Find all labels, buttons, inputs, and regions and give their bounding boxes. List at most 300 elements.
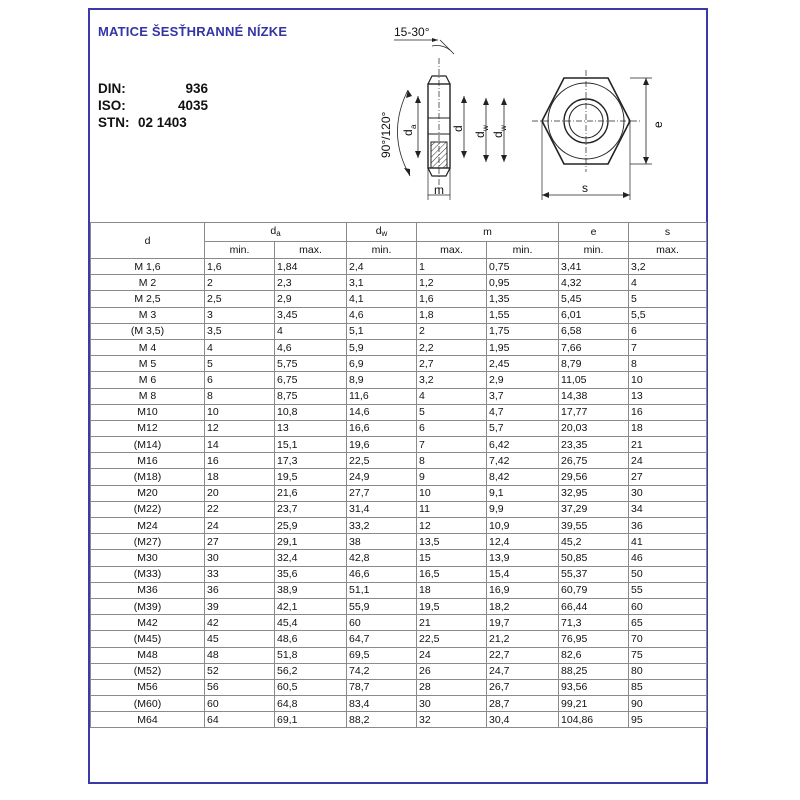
dim-da-label [401,124,418,136]
table-cell: 3,1 [347,275,417,291]
table-row [91,582,707,598]
table-cell: 51,8 [275,647,347,663]
cell-thread-size: M 5 [91,356,205,372]
table-cell: 5 [205,356,275,372]
table-cell: 25,9 [275,518,347,534]
cell-thread-size: M16 [91,453,205,469]
table-row [91,469,707,485]
table-cell: 51,1 [347,582,417,598]
table-cell: 1 [417,259,487,275]
table-cell: 64,8 [275,696,347,712]
table-cell: 71,3 [559,615,629,631]
table-cell: 11,6 [347,388,417,404]
table-cell: 6,9 [347,356,417,372]
table-cell: 16 [205,453,275,469]
table-cell: 56 [205,679,275,695]
hex-nut-drawing [372,18,702,208]
table-cell: 20,03 [559,420,629,436]
table-cell: 8 [205,388,275,404]
svg-text:d: d [401,129,415,136]
table-cell: 21 [417,615,487,631]
table-cell: 88,25 [559,663,629,679]
table-cell: 26 [417,663,487,679]
table-row [91,631,707,647]
cell-thread-size: (M27) [91,534,205,550]
table-cell: 23,35 [559,437,629,453]
cell-thread-size: M36 [91,582,205,598]
table-cell: 1,8 [417,307,487,323]
table-cell: 60 [629,598,707,614]
table-cell: 3,45 [275,307,347,323]
cell-thread-size: M 6 [91,372,205,388]
table-cell: 33 [205,566,275,582]
page-title: MATICE ŠESŤHRANNÉ NÍZKE [98,24,288,39]
table-row [91,453,707,469]
table-cell: 42,1 [275,598,347,614]
table-cell: 69,5 [347,647,417,663]
table-cell: 5 [629,291,707,307]
table-cell: 19,5 [417,598,487,614]
table-cell: 7 [417,437,487,453]
table-cell: 95 [629,712,707,728]
cell-thread-size: M 8 [91,388,205,404]
table-row [91,339,707,355]
standard-stn [98,114,208,131]
table-cell: 8 [417,453,487,469]
table-cell: 5,75 [275,356,347,372]
table-cell: 78,7 [347,679,417,695]
table-row [91,388,707,404]
table-cell: 55 [629,582,707,598]
table-row [91,518,707,534]
table-cell: 10,8 [275,404,347,420]
col-m-max: max. [417,242,487,259]
table-row [91,501,707,517]
cell-thread-size: M56 [91,679,205,695]
table-cell: 1,84 [275,259,347,275]
table-cell: 6 [417,420,487,436]
table-cell: 0,95 [487,275,559,291]
table-row [91,259,707,275]
table-cell: 4,7 [487,404,559,420]
table-cell: 2,5 [205,291,275,307]
col-da: da [205,223,347,242]
table-cell: 2,7 [417,356,487,372]
table-cell: 15,4 [487,566,559,582]
standard-value: 936 [185,81,208,96]
table-cell: 93,56 [559,679,629,695]
table-cell: 19,6 [347,437,417,453]
dimension-table [90,222,707,728]
table-row [91,291,707,307]
cell-thread-size: (M22) [91,501,205,517]
cell-thread-size: (M60) [91,696,205,712]
table-row [91,663,707,679]
col-e: e [559,223,629,242]
table-cell: 21,6 [275,485,347,501]
table-row [91,647,707,663]
table-cell: 60,5 [275,679,347,695]
table-cell: 3,41 [559,259,629,275]
table-cell: 2 [205,275,275,291]
table-cell: 1,95 [487,339,559,355]
table-cell: 55,37 [559,566,629,582]
table-cell: 10 [629,372,707,388]
table-cell: 9,1 [487,485,559,501]
standard-din [98,80,208,97]
table-cell: 6 [205,372,275,388]
table-cell: 16,5 [417,566,487,582]
table-cell: 99,21 [559,696,629,712]
table-cell: 32,4 [275,550,347,566]
table-cell: 22 [205,501,275,517]
table-cell: 24 [205,518,275,534]
col-da-max: max. [275,242,347,259]
table-cell: 48,6 [275,631,347,647]
table-cell: 35,6 [275,566,347,582]
col-s: s [629,223,707,242]
table-row [91,307,707,323]
table-cell: 83,4 [347,696,417,712]
table-cell: 5,9 [347,339,417,355]
col-m: m [417,223,559,242]
table-row [91,598,707,614]
table-cell: 82,6 [559,647,629,663]
table-row [91,550,707,566]
table-cell: 30 [417,696,487,712]
table-cell: 4,32 [559,275,629,291]
table-cell: 39 [205,598,275,614]
table-cell: 29,56 [559,469,629,485]
dim-m-label: m [434,183,444,197]
table-row [91,485,707,501]
table-cell: 64 [205,712,275,728]
table-cell: 17,77 [559,404,629,420]
table-cell: 52 [205,663,275,679]
table-cell: 10,9 [487,518,559,534]
table-cell: 32 [417,712,487,728]
table-cell: 26,75 [559,453,629,469]
table-cell: 14 [205,437,275,453]
table-cell: 38,9 [275,582,347,598]
table-cell: 5,1 [347,323,417,339]
table-cell: 2,9 [487,372,559,388]
table-cell: 6,01 [559,307,629,323]
table-cell: 18 [417,582,487,598]
standard-iso [98,97,208,114]
table-cell: 39,55 [559,518,629,534]
table-row [91,372,707,388]
cell-thread-size: M 1,6 [91,259,205,275]
table-cell: 80 [629,663,707,679]
table-row [91,420,707,436]
table-cell: 2,4 [347,259,417,275]
table-cell: 8,9 [347,372,417,388]
table-cell: 8,42 [487,469,559,485]
col-dw: dw [347,223,417,242]
table-cell: 45,4 [275,615,347,631]
table-cell: 9,9 [487,501,559,517]
table-header-row [91,223,707,242]
table-row [91,534,707,550]
table-cell: 7,66 [559,339,629,355]
table-cell: 48 [205,647,275,663]
cell-thread-size: M42 [91,615,205,631]
col-s-max: max. [629,242,707,259]
table-cell: 46,6 [347,566,417,582]
table-cell: 26,7 [487,679,559,695]
table-cell: 75 [629,647,707,663]
table-row [91,679,707,695]
table-row [91,323,707,339]
table-cell: 4 [629,275,707,291]
standard-label: DIN: [98,81,126,96]
dim-dw-label-2 [491,125,508,138]
table-cell: 12 [417,518,487,534]
table-cell: 24 [629,453,707,469]
table-cell: 10 [417,485,487,501]
table-cell: 3,2 [629,259,707,275]
table-cell: 69,1 [275,712,347,728]
table-cell: 6,75 [275,372,347,388]
table-cell: 22,5 [347,453,417,469]
table-cell: 21,2 [487,631,559,647]
table-cell: 36 [629,518,707,534]
cell-thread-size: M64 [91,712,205,728]
table-body [91,259,707,728]
col-da-min: min. [205,242,275,259]
table-cell: 1,6 [417,291,487,307]
table-cell: 88,2 [347,712,417,728]
table-cell: 18,2 [487,598,559,614]
dim-dw-label [473,125,490,138]
table-cell: 56,2 [275,663,347,679]
table-cell: 27,7 [347,485,417,501]
table-cell: 7 [629,339,707,355]
cell-thread-size: (M33) [91,566,205,582]
table-cell: 13 [629,388,707,404]
chamfer-angle-label: 15-30° [394,25,430,39]
table-cell: 6 [629,323,707,339]
cell-thread-size: M20 [91,485,205,501]
table-row [91,696,707,712]
table-cell: 2,2 [417,339,487,355]
table-cell: 50,85 [559,550,629,566]
table-cell: 28 [417,679,487,695]
table-cell: 5,5 [629,307,707,323]
table-cell: 16,6 [347,420,417,436]
table-cell: 23,7 [275,501,347,517]
table-cell: 30 [205,550,275,566]
table-cell: 21 [629,437,707,453]
table-cell: 5 [417,404,487,420]
cell-thread-size: M12 [91,420,205,436]
table-cell: 34 [629,501,707,517]
cell-thread-size: (M14) [91,437,205,453]
cell-thread-size: (M 3,5) [91,323,205,339]
cell-thread-size: M10 [91,404,205,420]
table-cell: 14,38 [559,388,629,404]
table-cell: 27 [205,534,275,550]
table-cell: 11 [417,501,487,517]
table-cell: 4,6 [347,307,417,323]
table-cell: 66,44 [559,598,629,614]
svg-text:d: d [473,131,487,138]
table-cell: 42,8 [347,550,417,566]
table-cell: 28,7 [487,696,559,712]
table-cell: 12 [205,420,275,436]
standard-value: 4035 [177,98,208,113]
dim-e-label: e [651,121,665,128]
table-cell: 6,42 [487,437,559,453]
table-cell: 7,42 [487,453,559,469]
table-cell: 37,29 [559,501,629,517]
col-d: d [91,223,205,259]
svg-text:d: d [491,131,505,138]
table-cell: 16,9 [487,582,559,598]
table-cell: 9 [417,469,487,485]
table-cell: 12,4 [487,534,559,550]
cell-thread-size: M48 [91,647,205,663]
table-cell: 74,2 [347,663,417,679]
table-cell: 1,35 [487,291,559,307]
svg-text:w: w [481,125,490,131]
table-cell: 1,55 [487,307,559,323]
table-cell: 24 [417,647,487,663]
table-cell: 19,7 [487,615,559,631]
table-cell: 32,95 [559,485,629,501]
table-cell: 2 [417,323,487,339]
cell-thread-size: M 2 [91,275,205,291]
table-cell: 27 [629,469,707,485]
table-cell: 4,6 [275,339,347,355]
table-cell: 0,75 [487,259,559,275]
table-cell: 20 [205,485,275,501]
cell-thread-size: M24 [91,518,205,534]
table-cell: 8,75 [275,388,347,404]
table-cell: 30,4 [487,712,559,728]
table-cell: 64,7 [347,631,417,647]
table-row [91,566,707,582]
table-cell: 76,95 [559,631,629,647]
standard-value: 02 1403 [138,115,187,130]
table-cell: 4 [205,339,275,355]
table-cell: 22,5 [417,631,487,647]
table-cell: 90 [629,696,707,712]
table-cell: 1,2 [417,275,487,291]
table-cell: 22,7 [487,647,559,663]
table-cell: 10 [205,404,275,420]
table-row [91,404,707,420]
table-cell: 50 [629,566,707,582]
table-cell: 14,6 [347,404,417,420]
table-cell: 55,9 [347,598,417,614]
dim-d-label: d [451,125,465,132]
table-cell: 60 [347,615,417,631]
table-cell: 13,9 [487,550,559,566]
table-cell: 17,3 [275,453,347,469]
table-cell: 1,6 [205,259,275,275]
table-cell: 45 [205,631,275,647]
bevel-angle-label: 90°/120° [379,111,393,158]
cell-thread-size: M 2,5 [91,291,205,307]
table-cell: 42 [205,615,275,631]
col-e-min: min. [559,242,629,259]
table-row [91,712,707,728]
table-cell: 15 [417,550,487,566]
table-cell: 3,2 [417,372,487,388]
cell-thread-size: (M52) [91,663,205,679]
table-cell: 5,7 [487,420,559,436]
table-cell: 31,4 [347,501,417,517]
table-cell: 60,79 [559,582,629,598]
table-cell: 38 [347,534,417,550]
standard-label: STN: [98,115,130,130]
cell-thread-size: M30 [91,550,205,566]
table-cell: 3,5 [205,323,275,339]
table-cell: 2,3 [275,275,347,291]
table-cell: 1,75 [487,323,559,339]
table-cell: 33,2 [347,518,417,534]
table-cell: 36 [205,582,275,598]
table-cell: 13,5 [417,534,487,550]
col-m-min: min. [487,242,559,259]
table-row [91,275,707,291]
svg-text:w: w [499,125,508,131]
table-cell: 19,5 [275,469,347,485]
table-cell: 8,79 [559,356,629,372]
table-row [91,356,707,372]
table-cell: 4 [417,388,487,404]
table-cell: 65 [629,615,707,631]
table-cell: 18 [205,469,275,485]
svg-text:a: a [409,124,418,129]
table-cell: 3,7 [487,388,559,404]
table-row [91,437,707,453]
table-row [91,615,707,631]
table-cell: 60 [205,696,275,712]
table-cell: 16 [629,404,707,420]
table-cell: 15,1 [275,437,347,453]
table-cell: 18 [629,420,707,436]
table-cell: 70 [629,631,707,647]
table-cell: 8 [629,356,707,372]
table-cell: 2,9 [275,291,347,307]
table-cell: 104,86 [559,712,629,728]
table-cell: 2,45 [487,356,559,372]
table-cell: 24,9 [347,469,417,485]
table-cell: 46 [629,550,707,566]
datasheet-frame [88,8,708,784]
dim-s-label: s [582,181,588,195]
table-cell: 30 [629,485,707,501]
table-cell: 6,58 [559,323,629,339]
cell-thread-size: M 4 [91,339,205,355]
table-cell: 13 [275,420,347,436]
table-cell: 3 [205,307,275,323]
table-cell: 24,7 [487,663,559,679]
cell-thread-size: (M39) [91,598,205,614]
cell-thread-size: (M45) [91,631,205,647]
table-cell: 29,1 [275,534,347,550]
standards-list [98,80,208,131]
table-cell: 45,2 [559,534,629,550]
table-cell: 4,1 [347,291,417,307]
standard-label: ISO: [98,98,126,113]
col-dw-min: min. [347,242,417,259]
table-cell: 4 [275,323,347,339]
table-cell: 41 [629,534,707,550]
